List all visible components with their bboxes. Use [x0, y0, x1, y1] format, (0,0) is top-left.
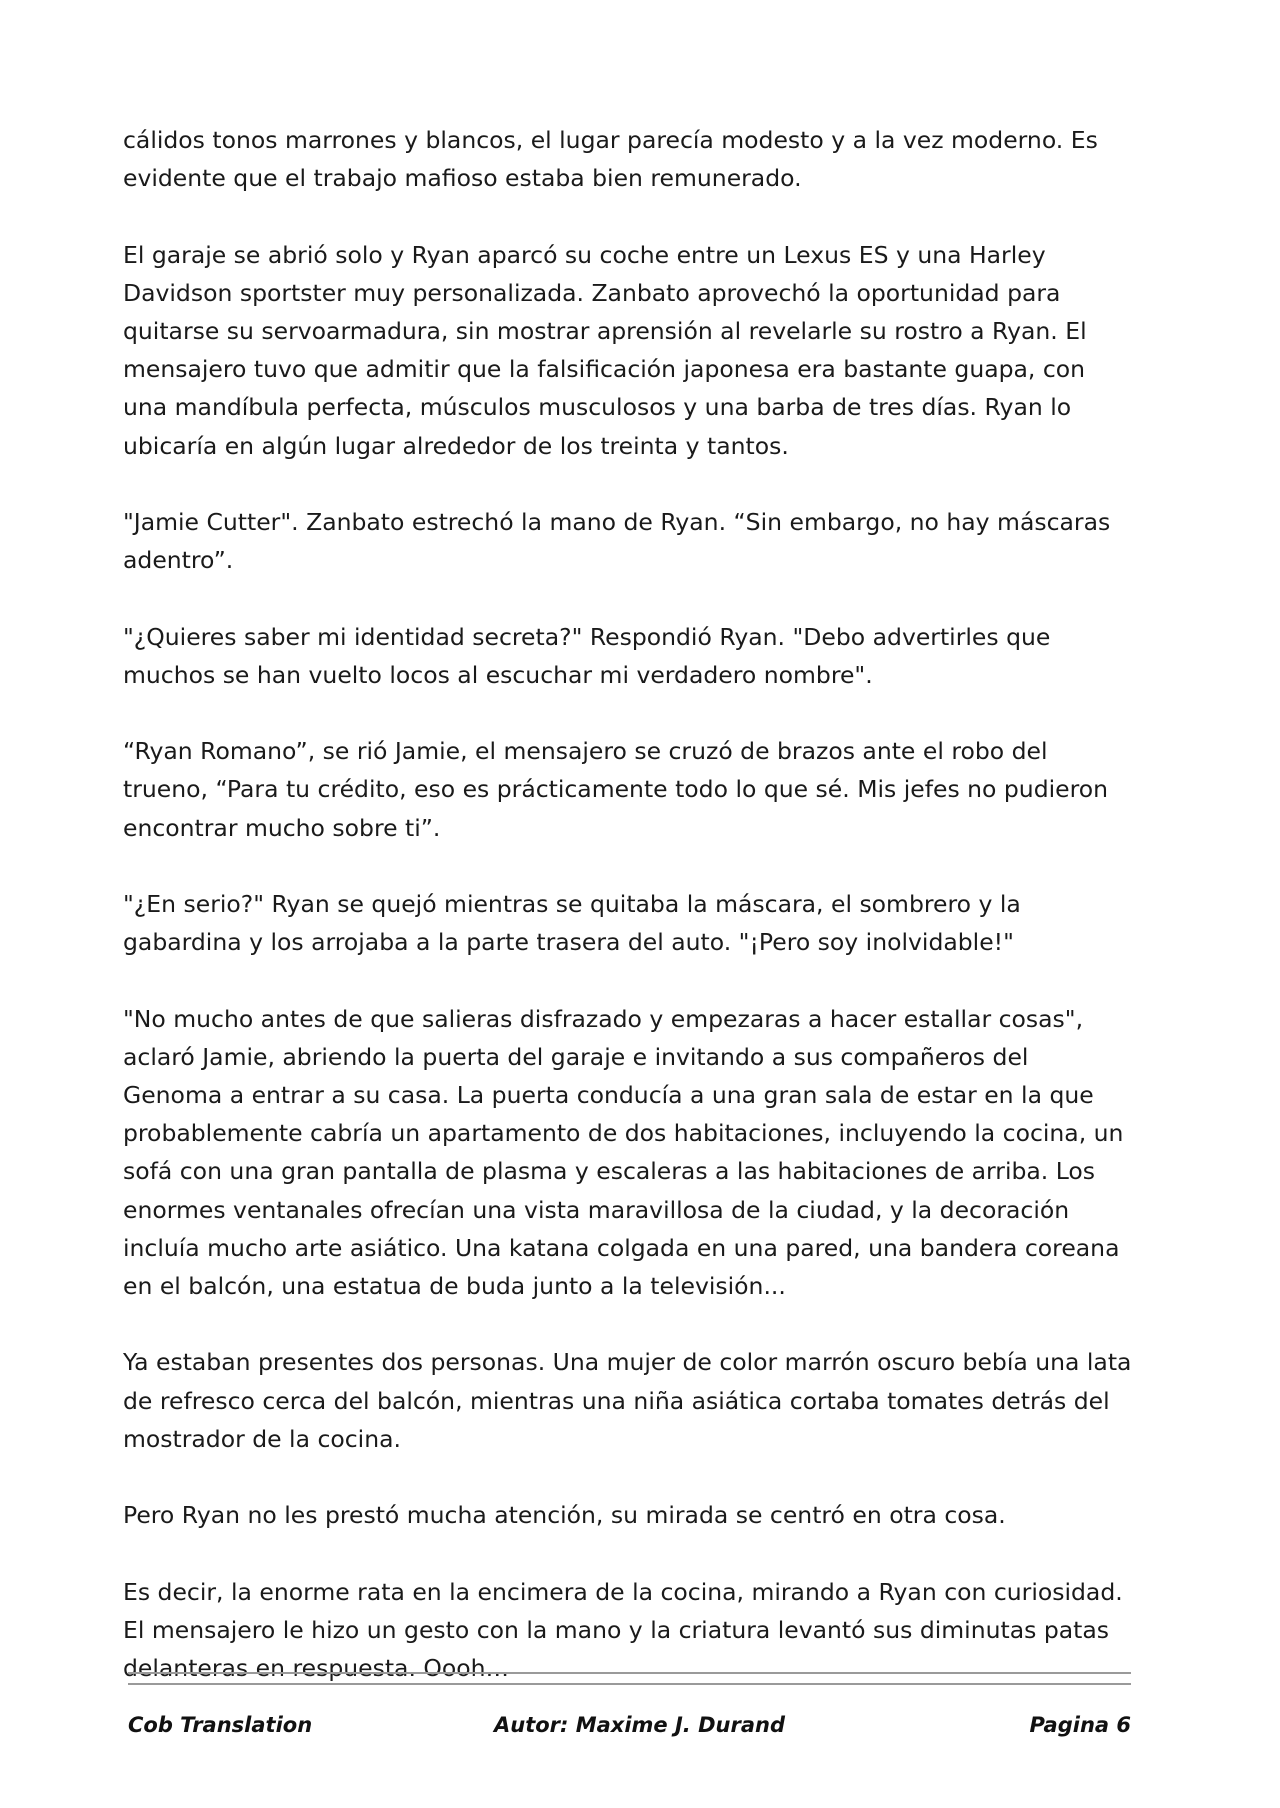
paragraph: "¿En serio?" Ryan se quejó mientras se quitaba la máscara, el sombrero y la gabardina y los arrojaba a la parte trasera del auto. "¡Pero soy inolvidable!" [123, 889, 1021, 957]
paragraph: Pero Ryan no les prestó mucha atención, su mirada se centró en otra cosa. [123, 1501, 1006, 1530]
footer-divider-top [128, 1672, 1131, 1674]
body-text [123, 121, 1133, 1687]
paragraph: Ya estaban presentes dos personas. Una mujer de color marrón oscuro bebía una lata de refresco cerca del balcón, mientras una niña asiática cortaba tomates detrás del mostrador de la cocina. [123, 1348, 1132, 1453]
paragraph: El garaje se abrió solo y Ryan aparcó su coche entre un Lexus ES y una Harley Davidson sportster muy personalizada. Zanbato aprovechó la oportunidad para quitarse su servoarmadura, sin mostrar aprensión al revelarle su rostro a Ryan. El mensajero tuvo que admitir que la falsificación japonesa era bastante guapa, con una mandíbula perfecta, músculos musculosos y una barba de tres días. Ryan lo ubicaría en algún lugar alrededor de los treinta y tantos. [123, 240, 1087, 460]
paragraph: "Jamie Cutter". Zanbato estrechó la mano de Ryan. “Sin embargo, no hay máscaras adentro”. [123, 508, 1111, 575]
footer-page-number: Pagina 6 [1029, 1713, 1131, 1737]
footer-divider-bottom [128, 1683, 1131, 1685]
footer-translator: Cob Translation [128, 1713, 313, 1737]
paragraph: “Ryan Romano”, se rió Jamie, el mensajero se cruzó de brazos ante el robo del trueno, “Para tu crédito, eso es prácticamente todo lo que sé. Mis jefes no pudieron encontrar mucho sobre ti”. [123, 737, 1109, 842]
footer-author: Autor: Maxime J. Durand [494, 1713, 785, 1737]
paragraph: Es decir, la enorme rata en la encimera de la cocina, mirando a Ryan con curiosidad. El mensajero le hizo un gesto con la mano y la criatura levantó sus diminutas patas delanteras en respuesta. Oooh… [123, 1577, 1123, 1682]
paragraph: "¿Quieres saber mi identidad secreta?" Respondió Ryan. "Debo advertirles que muchos se han vuelto locos al escuchar mi verdadero nombre". [123, 622, 1051, 689]
page-footer [128, 1713, 1131, 1743]
paragraph: cálidos tonos marrones y blancos, el lugar parecía modesto y a la vez moderno. Es evidente que el trabajo mafioso estaba bien remunerado. [123, 126, 1098, 193]
paragraph: "No mucho antes de que salieras disfrazado y empezaras a hacer estallar cosas", aclaró Jamie, abriendo la puerta del garaje e invitando a sus compañeros del Genoma a entrar a su casa. La puerta conducía a una gran sala de estar en la que probablemente cabría un apartamento de dos habitaciones, incluyendo la cocina, un sofá con una gran pantalla de plasma y escaleras a las habitaciones de arriba. Los enormes ventanales ofrecían una vista maravillosa de la ciudad, y la decoración incluía mucho arte asiático. Una katana colgada en una pared, una bandera coreana en el balcón, una estatua de buda junto a la televisión... [123, 1004, 1124, 1300]
